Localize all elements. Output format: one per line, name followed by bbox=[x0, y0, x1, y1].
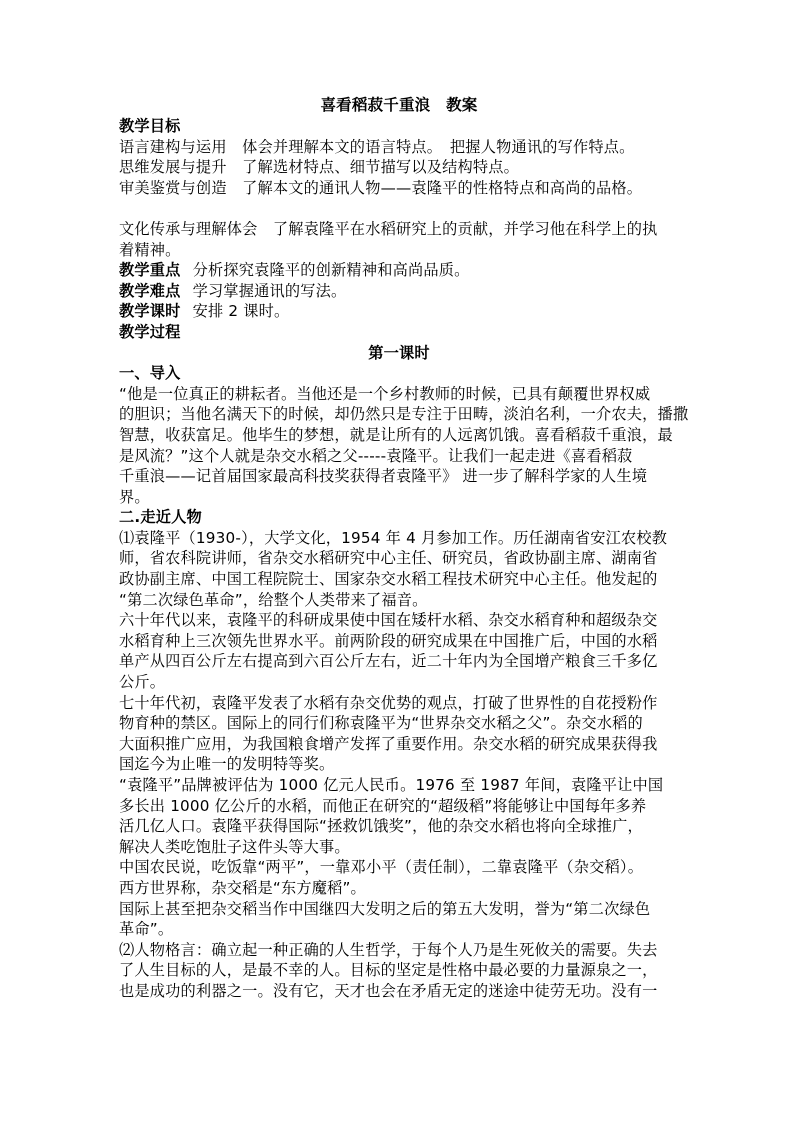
paragraph-line: 的胆识；当他名满天下的时候，却仍然只是专注于田畴，淡泊名利，一介农夫，播撒 bbox=[119, 405, 689, 424]
key-points-label: 教学重点 bbox=[119, 261, 181, 280]
paragraph-line: 六十年代以来，袁隆平的科研成果使中国在矮杆水稻、杂交水稻育种和超级杂交 bbox=[119, 611, 658, 630]
difficulty-text: 学习掌握通讯的写法。 bbox=[192, 281, 347, 300]
paragraph-line: ⑵人物格言：确立起一种正确的人生哲学，于每个人乃是生死攸关的需要。失去 bbox=[119, 940, 658, 959]
paragraph-line: 水稻育种上三次领先世界水平。前两阶段的研究成果在中国推广后，中国的水稻 bbox=[119, 631, 658, 650]
paragraph-line: 界。 bbox=[119, 487, 150, 506]
paragraph-line: 政协副主席、中国工程院院士、国家杂交水稻工程技术研究中心主任。他发起的 bbox=[119, 570, 658, 589]
key-points-row bbox=[119, 260, 679, 281]
document-page bbox=[119, 94, 689, 1002]
paragraph-line: 七十年代初，袁隆平发表了水稻有杂交优势的观点，打破了世界性的自花授粉作 bbox=[119, 693, 658, 712]
paragraph-line: 革命”。 bbox=[119, 920, 174, 939]
paragraph-line: 多长出 1000 亿公斤的水稻，而他正在研究的“超级稻”将能够让中国每年多养 bbox=[119, 796, 647, 815]
difficulty-label: 教学难点 bbox=[119, 281, 181, 300]
lesson-heading: 第一课时 bbox=[368, 343, 430, 362]
objective-line: 审美鉴赏与创造 了解本文的通讯人物——袁隆平的性格特点和高尚的品格。 bbox=[119, 178, 643, 197]
objective-line: 思维发展与提升 了解选材特点、细节描写以及结构特点。 bbox=[119, 158, 520, 177]
process-heading: 教学过程 bbox=[119, 322, 181, 341]
paragraph-line: 是风流？”这个人就是杂交水稻之父-----袁隆平。让我们一起走进《喜看稻菽 bbox=[119, 446, 633, 465]
paragraph-line: 活几亿人口。袁隆平获得国际“拯救饥饿奖”，他的杂交水稻也将向全球推广， bbox=[119, 817, 643, 836]
paragraph-line: 物育种的禁区。国际上的同行们称袁隆平为“世界杂交水稻之父”。杂交水稻的 bbox=[119, 714, 643, 733]
document-title: 喜看稻菽千重浪 教案 bbox=[320, 96, 478, 114]
hours-row bbox=[119, 301, 679, 322]
paragraph-line: 师，省农科院讲师，省杂交水稻研究中心主任、研究员，省政协副主席、湖南省 bbox=[119, 549, 658, 568]
objective-line: 着精神。 bbox=[119, 240, 181, 259]
hours-text: 安排 2 课时。 bbox=[192, 302, 290, 321]
paragraph-line: “他是一位真正的耕耘者。当他还是一个乡村教师的时候，已具有颠覆世界权威 bbox=[119, 384, 651, 403]
objective-line: 语言建构与运用 体会并理解本文的语言特点。 把握人物通讯的写作特点。 bbox=[119, 137, 635, 156]
paragraph-line: 千重浪——记首届国家最高科技奖获得者袁隆平》 进一步了解科学家的人生境 bbox=[119, 467, 648, 486]
paragraph-line: 智慧，收获富足。他毕生的梦想，就是让所有的人远离饥饿。喜看稻菽千重浪，最 bbox=[119, 425, 673, 444]
section-heading: 一、导入 bbox=[119, 364, 181, 383]
paragraph-line: “第二次绿色革命”，给整个人类带来了福音。 bbox=[119, 590, 428, 609]
paragraph-line: 公斤。 bbox=[119, 673, 166, 692]
paragraph-line: ⑴袁隆平（1930-），大学文化，1954 年 4 月参加工作。历任湖南省安江农校教 bbox=[119, 528, 668, 547]
paragraph-line: 西方世界称，杂交稻是“东方魔稻”。 bbox=[119, 878, 366, 897]
paragraph-line: 也是成功的利器之一。没有它，天才也会在矛盾无定的迷途中徒劳无功。没有一 bbox=[119, 981, 658, 1000]
key-points-text: 分析探究袁隆平的创新精神和高尚品质。 bbox=[192, 261, 470, 280]
paragraph-line: 单产从四百公斤左右提高到六百公斤左右，近二十年内为全国增产粮食三千多亿 bbox=[119, 652, 658, 671]
hours-label: 教学课时 bbox=[119, 302, 181, 321]
paragraph-line: 中国农民说，吃饭靠“两平”，一靠邓小平（责任制），二靠袁隆平（杂交稻）。 bbox=[119, 858, 644, 877]
section-heading: 二.走近人物 bbox=[119, 508, 202, 527]
difficulty-row bbox=[119, 281, 679, 302]
paragraph-line: “袁隆平”品牌被评估为 1000 亿元人民币。1976 至 1987 年间，袁隆平让中国 bbox=[119, 776, 664, 794]
paragraph-line: 国际上甚至把杂交稻当作中国继四大发明之后的第五大发明，誉为“第二次绿色 bbox=[119, 899, 651, 918]
objectives-heading: 教学目标 bbox=[119, 117, 181, 135]
paragraph-line: 国迄今为止唯一的发明特等奖。 bbox=[119, 755, 335, 774]
paragraph-line: 了人生目标的人，是最不幸的人。目标的坚定是性格中最必要的力量源泉之一， bbox=[119, 961, 658, 980]
paragraph-line: 解决人类吃饱肚子这件头等大事。 bbox=[119, 837, 350, 856]
paragraph-line: 大面积推广应用，为我国粮食增产发挥了重要作用。杂交水稻的研究成果获得我 bbox=[119, 734, 658, 753]
objective-line: 文化传承与理解体会 了解袁隆平在水稻研究上的贡献，并学习他在科学上的执 bbox=[119, 219, 658, 238]
blank-line bbox=[119, 198, 679, 219]
